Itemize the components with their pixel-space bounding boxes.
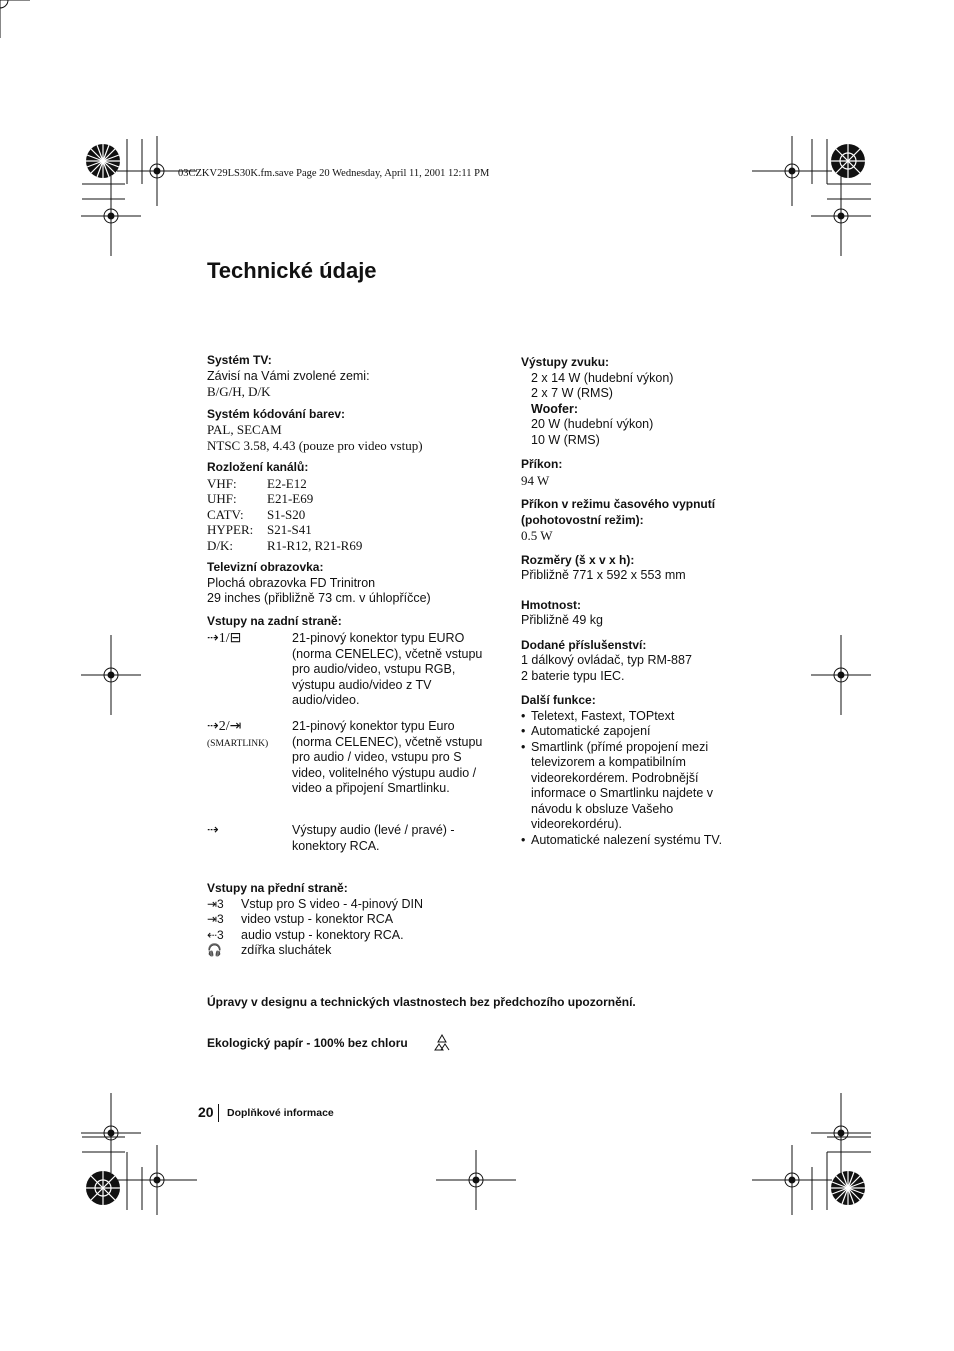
scart-1-icon: ⇢1/⊟: [207, 631, 242, 646]
accessories-line: 2 baterie typu IEC.: [521, 668, 625, 683]
channel-range: E21-E69: [267, 491, 314, 506]
woofer-line: 20 W (hudební výkon): [531, 417, 654, 431]
channel-range: E2-E12: [267, 475, 307, 491]
rear-connector: [207, 719, 497, 815]
video-in-icon: ⇥3: [207, 912, 224, 926]
channel-band: D/K:: [207, 537, 233, 553]
standby-value: 0.5 W: [521, 528, 553, 543]
feature-item: • Automatické zapojení: [521, 724, 651, 738]
accessories-heading: Dodané příslušenství:: [521, 637, 647, 652]
woofer-label: Woofer:: [531, 401, 578, 416]
front-input-text: audio vstup - konektory RCA.: [241, 927, 404, 942]
recycle-icon: [432, 1033, 452, 1053]
rear-inputs-heading: Vstupy na zadní straně:: [207, 613, 342, 628]
audio-out-icon: ⇢: [207, 823, 219, 838]
features-heading: Další funkce:: [521, 693, 596, 707]
channel-row: [207, 538, 497, 554]
headphones-icon: 🎧: [207, 943, 222, 957]
audio-out-line: 2 x 7 W (RMS): [531, 386, 613, 400]
standby-heading: Příkon v režimu časového vypnutí: [521, 497, 716, 511]
accessories-line: 1 dálkový ovládač, typ RM-887: [521, 653, 692, 667]
audio-out-line: 2 x 14 W (hudební výkon): [531, 370, 674, 385]
channel-row: [207, 507, 497, 523]
rear-connector-text: 21-pinový konektor typu Euro (norma CELENEC), včetně vstupu pro audio / video, vstupu pro S video, volitelného výstupu audio / video a připojení Smartlinku.: [292, 719, 483, 795]
footer-section-title: Doplňkové informace: [227, 1107, 334, 1119]
scart-2-smartlink-icon: ⇢2/⇥ (SMARTLINK): [207, 719, 268, 752]
rear-connector-text: Výstupy audio (levé / pravé) - konektory RCA.: [292, 823, 455, 853]
front-input-text: video vstup - konektor RCA: [241, 912, 394, 926]
right-column: [521, 355, 781, 848]
screen-line: Plochá obrazovka FD Trinitron: [207, 575, 376, 590]
footer-divider: [218, 1104, 219, 1122]
dimensions-value: Přibližně 771 x 592 x 553 mm: [521, 568, 686, 582]
color-system-line: NTSC 3.58, 4.43 (pouze pro video vstup): [207, 437, 423, 453]
file-header-line: 03CZKV29LS30K.fm.save Page 20 Wednesday, April 11, 2001 12:11 PM: [178, 168, 490, 179]
channel-band: CATV:: [207, 506, 244, 522]
front-input-row: [207, 897, 497, 913]
channel-range: S21-S41: [267, 522, 312, 537]
s-video-icon: ⇥3: [207, 896, 224, 911]
channel-row: [207, 491, 497, 507]
channel-band: UHF:: [207, 491, 237, 506]
audio-in-icon: ⇠3: [207, 927, 224, 942]
page-number: 20: [198, 1104, 214, 1120]
smartlink-label: (SMARTLINK): [207, 738, 269, 749]
standby-heading-2: (pohotovostní režim):: [521, 512, 644, 527]
front-input-row: [207, 943, 497, 959]
audio-out-heading: Výstupy zvuku:: [521, 355, 610, 369]
color-system-line: PAL, SECAM: [207, 422, 282, 437]
feature-item: • Teletext, Fastext, TOPtext: [521, 708, 675, 723]
front-input-text: Vstup pro S video - 4-pinový DIN: [241, 896, 424, 911]
screen-heading: Televizní obrazovka:: [207, 560, 324, 574]
channels-heading: Rozložení kanálů:: [207, 460, 309, 474]
feature-item: • Smartlink (přímé propojení mezi televizorem a kompatibilním videorekordérem. Podrobnější informace o Smartlinku najdete v návodu k obsluze Vašeho videorekordéru).: [521, 739, 714, 831]
screen-line: 29 inches (přibližně 73 cm. v úhlopříčce): [207, 591, 431, 605]
design-change-notice: Úpravy v designu a technických vlastnostech bez předchozího upozornění.: [207, 995, 636, 1009]
front-input-row: [207, 928, 497, 944]
channel-range: S1-S20: [267, 506, 306, 522]
left-column: [207, 353, 497, 959]
feature-item: • Automatické nalezení systému TV.: [521, 832, 723, 847]
weight-heading: Hmotnost:: [521, 597, 581, 612]
page-title: Technické údaje: [207, 258, 377, 283]
channel-band: VHF:: [207, 475, 237, 491]
front-input-text: zdířka sluchátek: [241, 943, 332, 957]
rear-connector: [207, 631, 497, 711]
eco-paper-note: Ekologický papír - 100% bez chloru: [207, 1036, 408, 1050]
rear-connector-text: 21-pinový konektor typu EURO (norma CENELEC), včetně vstupu pro audio/video, vstupu RGB, výstupu audio/video z TV audio/video.: [292, 631, 483, 707]
color-system-heading: Systém kódování barev:: [207, 406, 346, 421]
channel-range: R1-R12, R21-R69: [267, 537, 363, 553]
front-inputs-heading: Vstupy na přední straně:: [207, 881, 348, 895]
tv-system-heading: Systém TV:: [207, 353, 272, 367]
dimensions-heading: Rozměry (š x v x h):: [521, 552, 635, 567]
weight-value: Přibližně 49 kg: [521, 613, 603, 627]
channel-band: HYPER:: [207, 522, 254, 537]
front-input-row: [207, 912, 497, 928]
channel-row: [207, 522, 497, 538]
power-value: 94 W: [521, 472, 550, 488]
channel-row: [207, 476, 497, 492]
rear-connector: [207, 823, 497, 859]
tv-system-line: Závisí na Vámi zvolené zemi:: [207, 368, 370, 383]
power-heading: Příkon:: [521, 457, 563, 471]
tv-system-line: B/G/H, D/K: [207, 384, 271, 399]
woofer-line: 10 W (RMS): [531, 432, 600, 447]
